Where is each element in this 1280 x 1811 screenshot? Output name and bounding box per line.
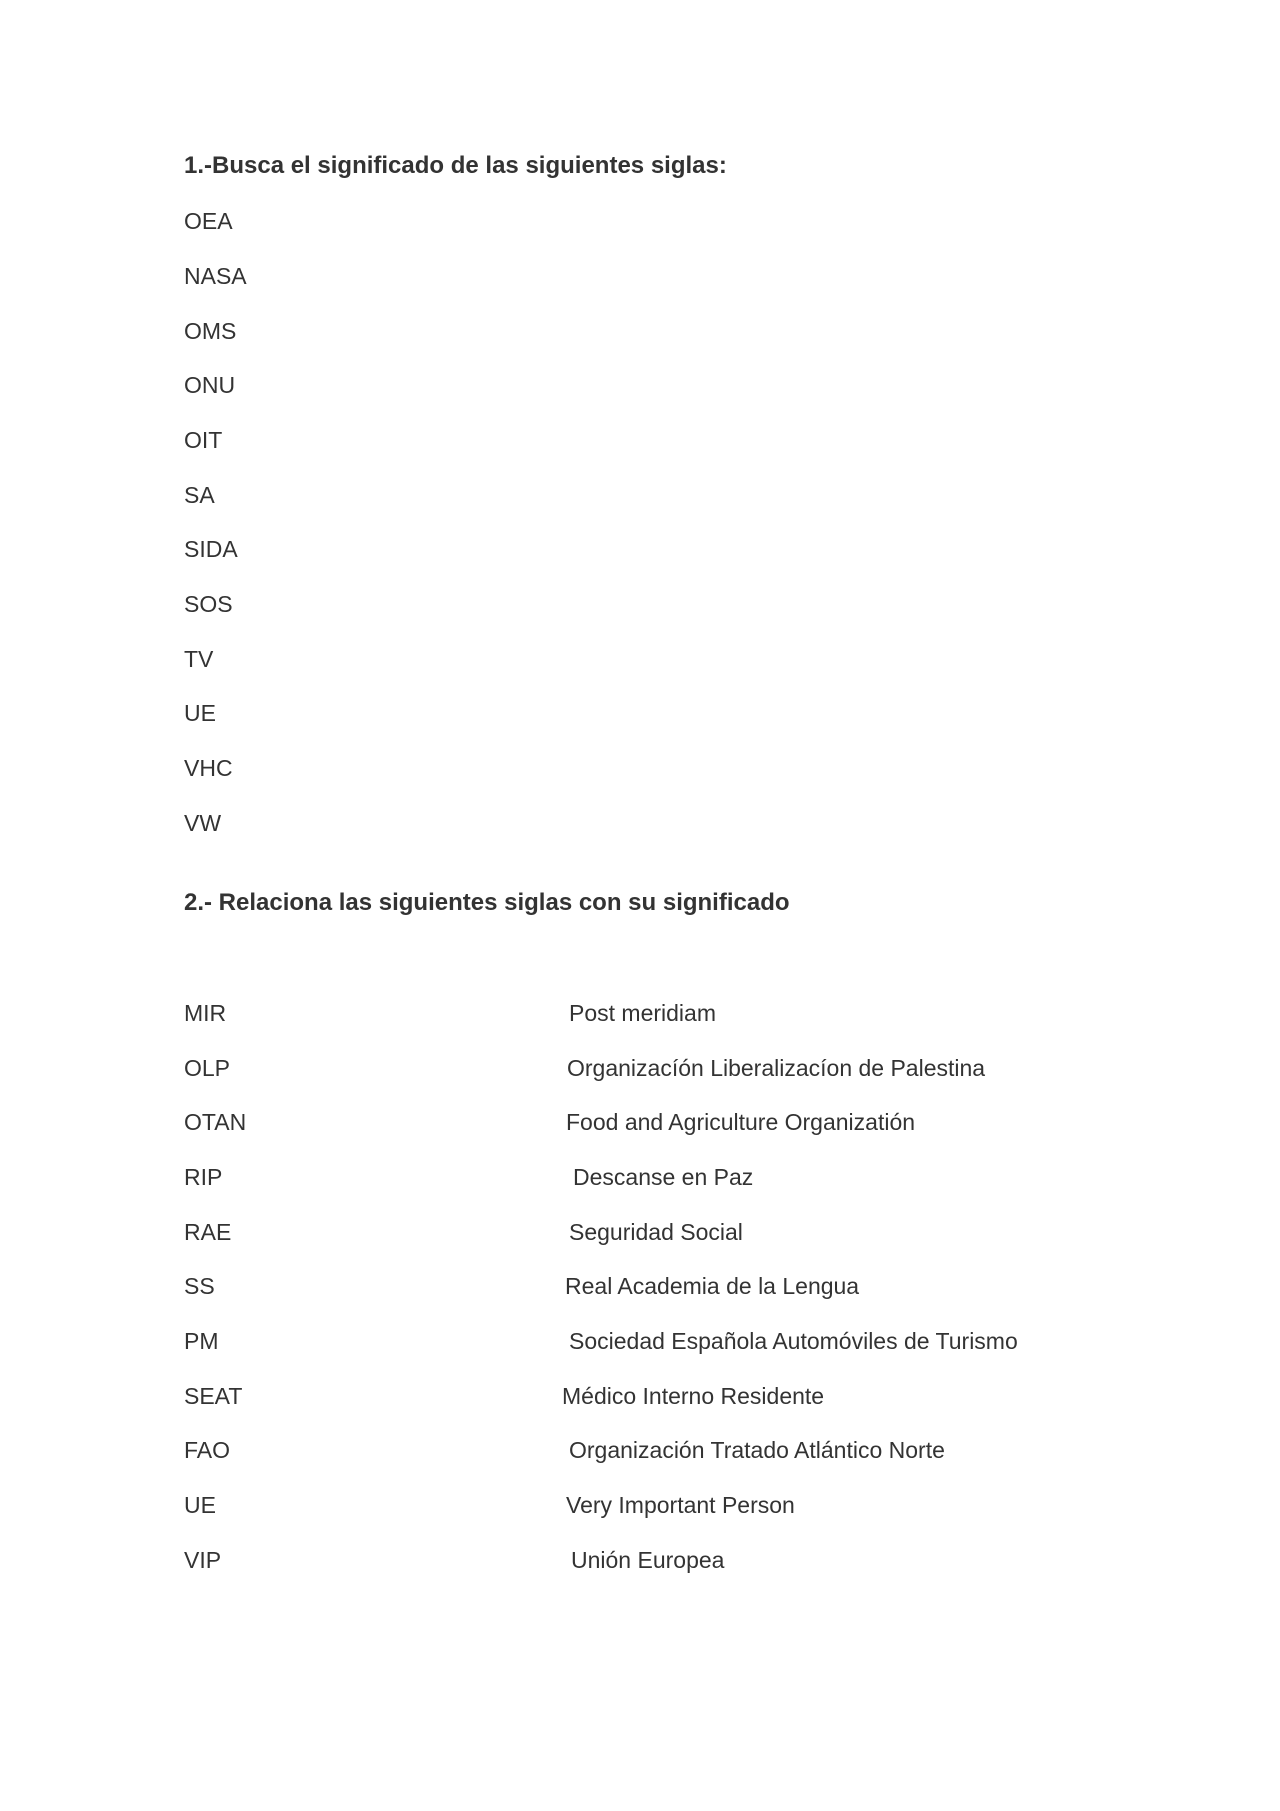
section2-meaning: Descanse en Paz [573,1164,754,1190]
section1-acronym: OMS [184,318,237,344]
section2-acronym: SS [184,1273,215,1299]
section1-acronym: NASA [184,263,247,289]
section1-acronym: VHC [184,755,233,781]
section1-acronym: TV [184,646,214,672]
section2-meaning: Seguridad Social [569,1219,743,1245]
section2-meaning: Food and Agriculture Organizatión [566,1109,916,1135]
section2-meaning: Organización Tratado Atlántico Norte [569,1437,945,1463]
section2-meaning: Sociedad Española Automóviles de Turismo [569,1328,1018,1354]
section2-acronym: VIP [184,1547,222,1573]
section2-acronym: FAO [184,1437,231,1463]
section2-acronym: OLP [184,1055,231,1081]
section1-acronym: ONU [184,372,236,398]
section2-meaning: Unión Europea [571,1547,725,1573]
section1-acronym: OEA [184,208,233,234]
section2-meaning: Post meridiam [569,1000,716,1026]
section1-acronym: OIT [184,427,223,453]
section2-meaning: Médico Interno Residente [562,1383,825,1409]
section2-meaning: Organizacíón Liberalizacíon de Palestina [567,1055,986,1081]
section2-acronym: RAE [184,1219,232,1245]
section2-acronym: SEAT [184,1383,243,1409]
section2-meaning: Real Academia de la Lengua [565,1273,860,1299]
section2-meaning: Very Important Person [566,1492,795,1518]
section2-title: 2.- Relaciona las siguientes siglas con su significado [184,889,790,916]
section1-acronym: UE [184,700,216,726]
section2-acronym: UE [184,1492,216,1518]
section1-acronym: VW [184,810,222,836]
section1-acronym: SIDA [184,536,238,562]
section2-acronym: PM [184,1328,219,1354]
section2-acronym: OTAN [184,1109,247,1135]
section1-acronym: SA [184,482,215,508]
section2-acronym: RIP [184,1164,223,1190]
section2-acronym: MIR [184,1000,227,1026]
section1-title: 1.-Busca el significado de las siguientes siglas: [184,152,727,179]
section1-acronym: SOS [184,591,233,617]
